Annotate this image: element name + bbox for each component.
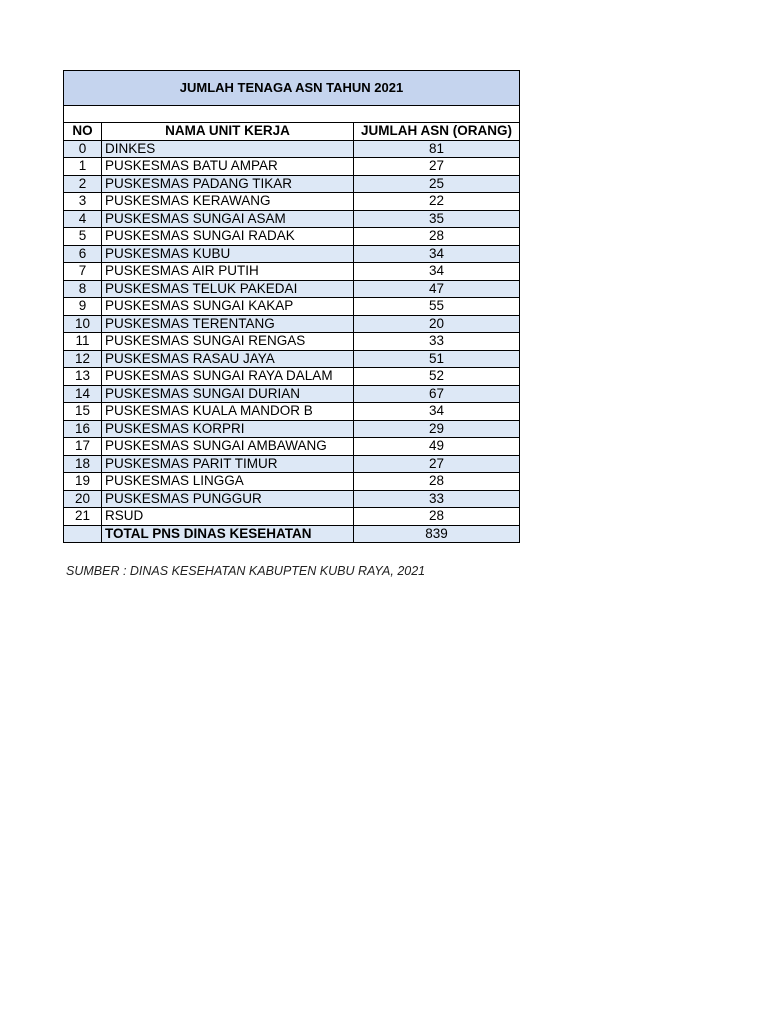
table-title: JUMLAH TENAGA ASN TAHUN 2021 [64, 71, 520, 106]
row-asn-count: 34 [354, 245, 520, 263]
row-unit-name: PUSKESMAS KERAWANG [102, 193, 354, 211]
row-no: 9 [64, 298, 102, 316]
row-unit-name: PUSKESMAS SUNGAI DURIAN [102, 385, 354, 403]
row-unit-name: PUSKESMAS RASAU JAYA [102, 350, 354, 368]
row-unit-name: PUSKESMAS PADANG TIKAR [102, 175, 354, 193]
row-asn-count: 28 [354, 473, 520, 491]
source-note: SUMBER : DINAS KESEHATAN KABUPTEN KUBU RAYA, 2021 [66, 564, 426, 578]
row-no: 0 [64, 140, 102, 158]
row-no: 18 [64, 455, 102, 473]
table-row [64, 438, 520, 456]
row-no: 16 [64, 420, 102, 438]
row-no: 5 [64, 228, 102, 246]
row-unit-name: PUSKESMAS TERENTANG [102, 315, 354, 333]
table-row [64, 298, 520, 316]
header-name: NAMA UNIT KERJA [102, 123, 354, 141]
row-no: 11 [64, 333, 102, 351]
row-unit-name: PUSKESMAS SUNGAI ASAM [102, 210, 354, 228]
table-spacer-cell [64, 106, 520, 123]
row-unit-name: PUSKESMAS PARIT TIMUR [102, 455, 354, 473]
table-spacer-row [64, 106, 520, 123]
total-count: 839 [354, 525, 520, 543]
total-row [64, 525, 520, 543]
row-no: 7 [64, 263, 102, 281]
row-no: 3 [64, 193, 102, 211]
row-asn-count: 25 [354, 175, 520, 193]
table-row [64, 385, 520, 403]
row-unit-name: PUSKESMAS PUNGGUR [102, 490, 354, 508]
row-unit-name: PUSKESMAS SUNGAI RAYA DALAM [102, 368, 354, 386]
row-unit-name: PUSKESMAS SUNGAI KAKAP [102, 298, 354, 316]
table-title-row [64, 71, 520, 106]
row-asn-count: 34 [354, 263, 520, 281]
header-no: NO [64, 123, 102, 141]
row-no: 6 [64, 245, 102, 263]
row-asn-count: 22 [354, 193, 520, 211]
row-asn-count: 81 [354, 140, 520, 158]
row-asn-count: 20 [354, 315, 520, 333]
row-unit-name: PUSKESMAS SUNGAI RADAK [102, 228, 354, 246]
row-no: 21 [64, 508, 102, 526]
row-no: 13 [64, 368, 102, 386]
row-unit-name: PUSKESMAS SUNGAI RENGAS [102, 333, 354, 351]
row-no: 15 [64, 403, 102, 421]
table-row [64, 263, 520, 281]
table-row [64, 508, 520, 526]
row-no: 1 [64, 158, 102, 176]
row-asn-count: 27 [354, 158, 520, 176]
row-asn-count: 55 [354, 298, 520, 316]
row-asn-count: 34 [354, 403, 520, 421]
row-asn-count: 33 [354, 333, 520, 351]
row-asn-count: 49 [354, 438, 520, 456]
table-row [64, 280, 520, 298]
row-asn-count: 33 [354, 490, 520, 508]
row-unit-name: PUSKESMAS AIR PUTIH [102, 263, 354, 281]
row-unit-name: PUSKESMAS KORPRI [102, 420, 354, 438]
table-row [64, 420, 520, 438]
row-unit-name: PUSKESMAS BATU AMPAR [102, 158, 354, 176]
asn-table [63, 70, 520, 543]
table-row [64, 140, 520, 158]
total-label: TOTAL PNS DINAS KESEHATAN [102, 525, 354, 543]
row-no: 17 [64, 438, 102, 456]
row-asn-count: 28 [354, 508, 520, 526]
row-unit-name: RSUD [102, 508, 354, 526]
table-row [64, 158, 520, 176]
row-unit-name: DINKES [102, 140, 354, 158]
table-row [64, 245, 520, 263]
row-no: 20 [64, 490, 102, 508]
row-asn-count: 52 [354, 368, 520, 386]
row-no: 8 [64, 280, 102, 298]
row-asn-count: 51 [354, 350, 520, 368]
total-empty-cell [64, 525, 102, 543]
row-asn-count: 67 [354, 385, 520, 403]
table-row [64, 210, 520, 228]
row-asn-count: 28 [354, 228, 520, 246]
row-no: 12 [64, 350, 102, 368]
table-row [64, 315, 520, 333]
row-asn-count: 29 [354, 420, 520, 438]
row-no: 19 [64, 473, 102, 491]
header-count: JUMLAH ASN (ORANG) [354, 123, 520, 141]
row-unit-name: PUSKESMAS LINGGA [102, 473, 354, 491]
table-row [64, 473, 520, 491]
table-row [64, 193, 520, 211]
table-row [64, 228, 520, 246]
table-row [64, 403, 520, 421]
row-unit-name: PUSKESMAS KUBU [102, 245, 354, 263]
row-asn-count: 35 [354, 210, 520, 228]
table-row [64, 350, 520, 368]
row-asn-count: 27 [354, 455, 520, 473]
row-unit-name: PUSKESMAS TELUK PAKEDAI [102, 280, 354, 298]
table-row [64, 455, 520, 473]
table-row [64, 368, 520, 386]
row-no: 2 [64, 175, 102, 193]
row-no: 14 [64, 385, 102, 403]
table-row [64, 333, 520, 351]
table-row [64, 490, 520, 508]
row-no: 4 [64, 210, 102, 228]
row-unit-name: PUSKESMAS SUNGAI AMBAWANG [102, 438, 354, 456]
table-row [64, 175, 520, 193]
row-asn-count: 47 [354, 280, 520, 298]
row-no: 10 [64, 315, 102, 333]
table-header-row [64, 123, 520, 141]
row-unit-name: PUSKESMAS KUALA MANDOR B [102, 403, 354, 421]
